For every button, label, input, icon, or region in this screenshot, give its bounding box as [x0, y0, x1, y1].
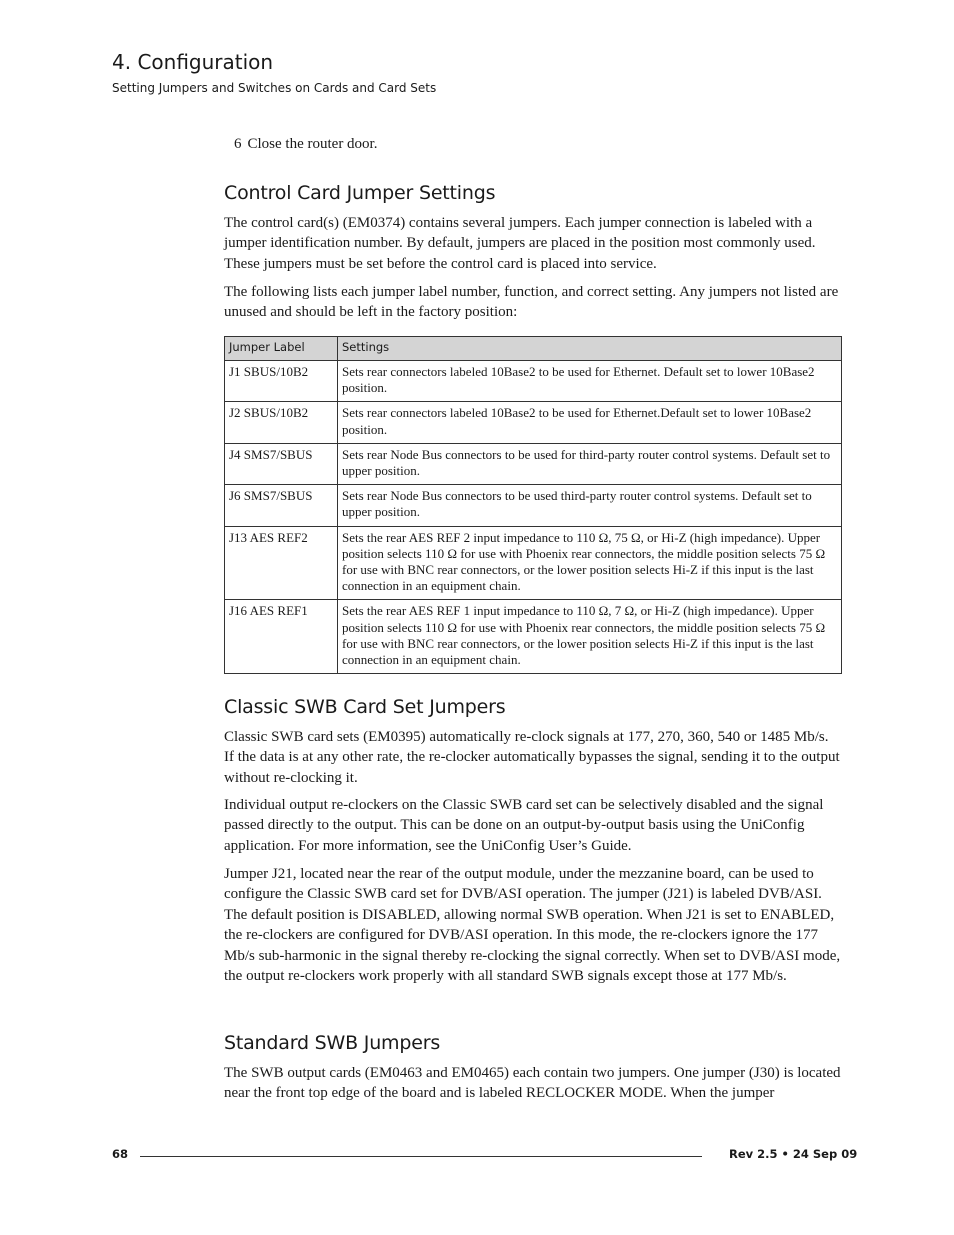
jumper-label-cell: J1 SBUS/10B2 — [225, 361, 338, 402]
table-row — [225, 361, 842, 402]
jumper-label-cell: J4 SMS7/SBUS — [225, 443, 338, 484]
setting-cell: Sets rear Node Bus connectors to be used for third-party router control systems. Default set to upper position. — [338, 443, 842, 484]
table-row — [225, 600, 842, 674]
step-item — [234, 136, 377, 153]
setting-cell: Sets the rear AES REF 2 input impedance to 110 Ω, 75 Ω, or Hi-Z (high impedance). Upper position selects 110 Ω for use with Phoenix rear connectors, the middle position selects 75 Ω for use with BNC rear connectors, or the lower position selects Hi-Z if this input is the last connection in an equipment chain. — [338, 526, 842, 600]
paragraph: Jumper J21, located near the rear of the output module, under the mezzanine board, can be used to configure the Classic SWB card set for DVB/ASI operation. The jumper (J21) is labeled DVB/ASI. The default position is DISABLED, allowing normal SWB operation. When J21 is set to ENABLED, the re-clockers are configured for DVB/ASI operation. In this mode, the re-clockers ignore the 177 Mb/s sub-harmonic in the signal thereby re-clocking the signal correctly. When set to DVB/ASI mode, the output re-clockers work properly with all standard SWB signals except those at 177 Mb/s. — [224, 866, 841, 985]
footer-divider — [140, 1156, 702, 1157]
jumper-label-cell: J2 SBUS/10B2 — [225, 402, 338, 443]
jumper-label-cell: J6 SMS7/SBUS — [225, 485, 338, 526]
step-number: 6 — [234, 136, 242, 152]
page-number: 68 — [112, 1147, 129, 1161]
step-text: Close the router door. — [247, 136, 378, 152]
jumper-label-cell: J16 AES REF1 — [225, 600, 338, 674]
chapter-title: 4. Configuration — [112, 50, 274, 74]
setting-cell: Sets rear connectors labeled 10Base2 to be used for Ethernet.Default set to lower 10Base2 position. — [338, 402, 842, 443]
section-heading-control-card: Control Card Jumper Settings — [224, 182, 496, 204]
section-heading-classic-swb: Classic SWB Card Set Jumpers — [224, 696, 506, 718]
jumper-settings-table — [224, 336, 842, 674]
paragraph: The control card(s) (EM0374) contains several jumpers. Each jumper connection is labeled with a jumper identification number. By default, jumpers are placed in the position most commonly used. These jumpers must be set before the control card is placed into service. — [224, 215, 816, 272]
section-heading-standard-swb: Standard SWB Jumpers — [224, 1032, 441, 1054]
revision-label: Rev 2.5 • 24 Sep 09 — [729, 1147, 858, 1161]
paragraph: The SWB output cards (EM0463 and EM0465) each contain two jumpers. One jumper (J30) is located near the front top edge of the board and is labeled RECLOCKER MODE. When the jumper — [224, 1065, 841, 1102]
paragraph: Classic SWB card sets (EM0395) automatically re-clock signals at 177, 270, 360, 540 or 1485 Mb/s. If the data is at any other rate, the re-clocker automatically bypasses the signal, sending it to the output without re-clocking it. — [224, 729, 840, 786]
chapter-subtitle: Setting Jumpers and Switches on Cards and Card Sets — [112, 81, 437, 95]
setting-cell: Sets the rear AES REF 1 input impedance to 110 Ω, 7 Ω, or Hi-Z (high impedance). Upper position selects 110 Ω for use with Phoenix rear connectors, the middle position selects 75 Ω for use with BNC rear connectors, or the lower position selects Hi-Z if this input is the last connection in an equipment chain. — [338, 600, 842, 674]
table-row — [225, 485, 842, 526]
table-header-row — [225, 337, 842, 361]
jumper-label-cell: J13 AES REF2 — [225, 526, 338, 600]
setting-cell: Sets rear Node Bus connectors to be used third-party router control systems. Default set to upper position. — [338, 485, 842, 526]
table-row — [225, 526, 842, 600]
column-header: Jumper Label — [225, 337, 338, 361]
table-row — [225, 443, 842, 484]
setting-cell: Sets rear connectors labeled 10Base2 to be used for Ethernet. Default set to lower 10Base2 position. — [338, 361, 842, 402]
column-header: Settings — [338, 337, 842, 361]
paragraph: The following lists each jumper label number, function, and correct setting. Any jumpers not listed are unused and should be left in the factory position: — [224, 284, 839, 321]
table-row — [225, 402, 842, 443]
paragraph: Individual output re-clockers on the Classic SWB card set can be selectively disabled and the signal passed directly to the output. This can be done on an output-by-output basis using the UniConfig application. For more information, see the UniConfig User’s Guide. — [224, 797, 824, 854]
